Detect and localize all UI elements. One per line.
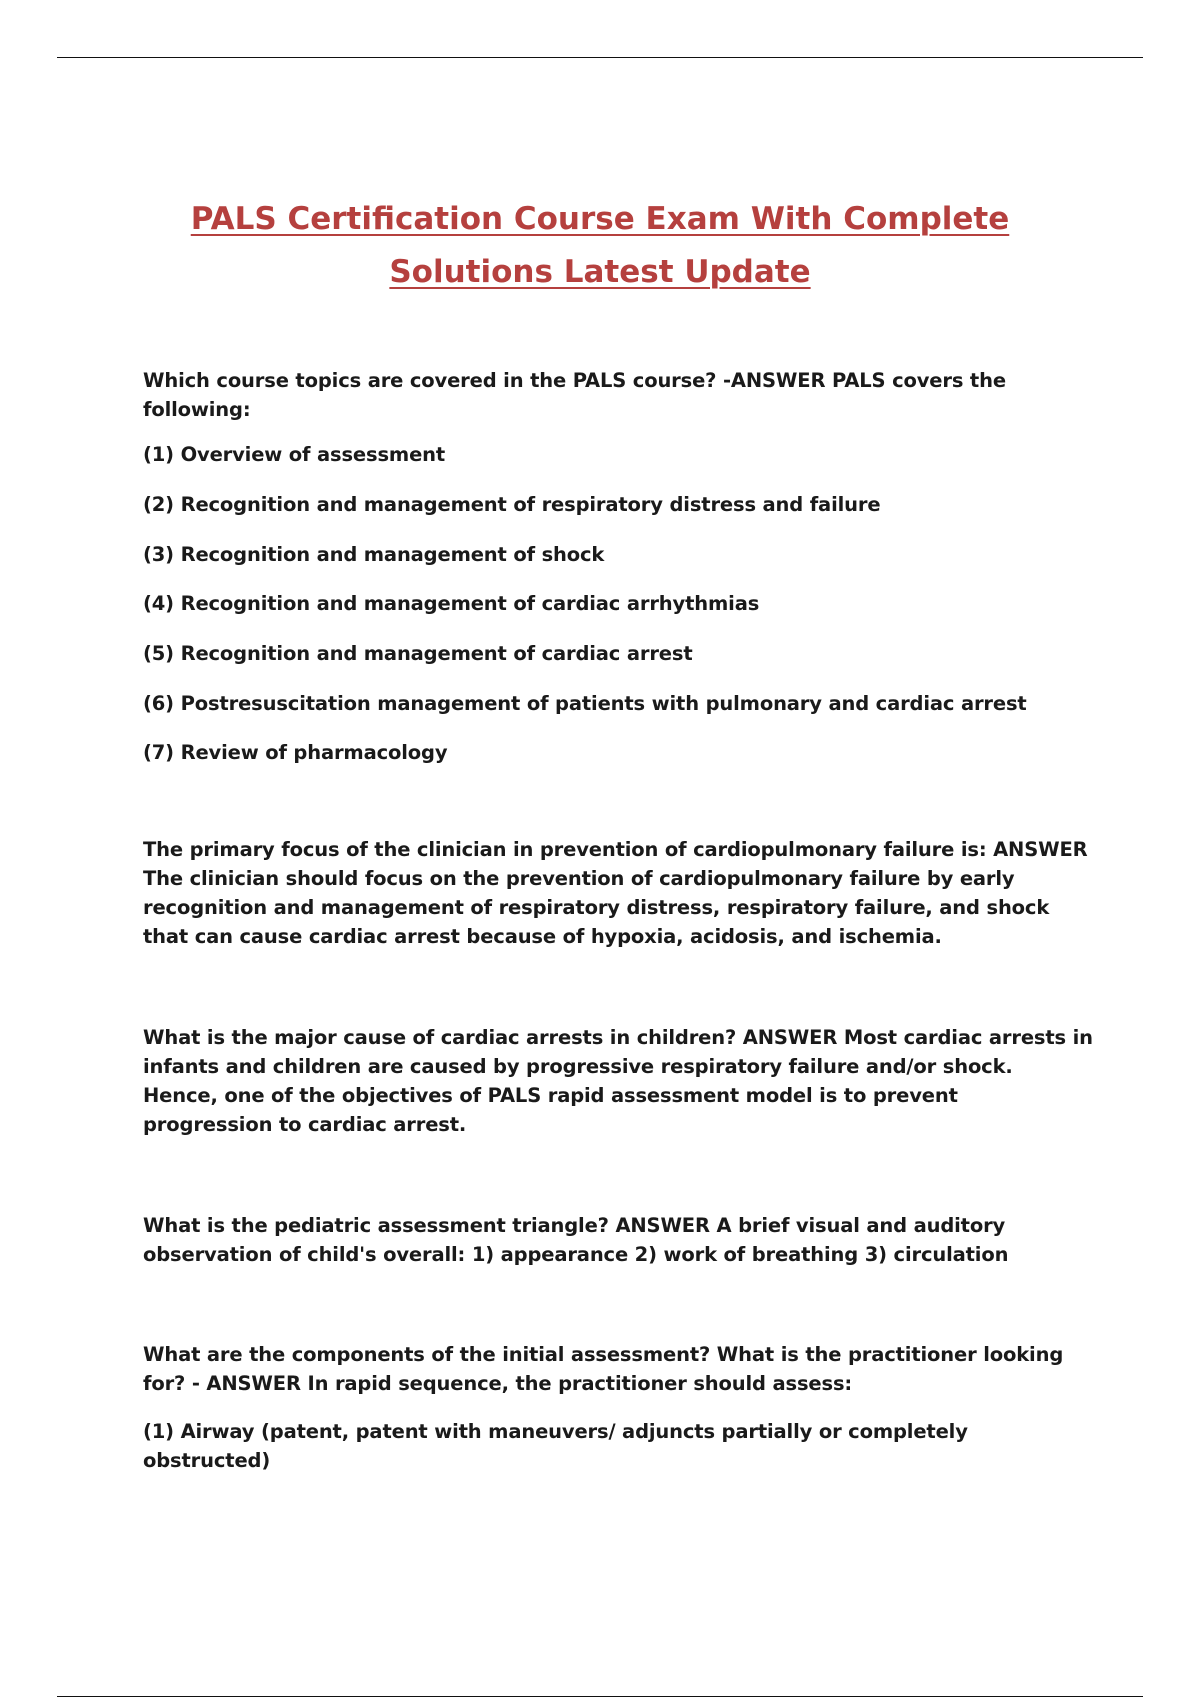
- list-item: (6) Postresuscitation management of patients with pulmonary and cardiac arrest: [143, 692, 1027, 715]
- list-item: (7) Review of pharmacology: [143, 741, 448, 764]
- bottom-rule: [57, 1696, 1143, 1697]
- document-body: [143, 366, 1093, 1475]
- question-primary-focus: The primary focus of the clinician in prevention of cardiopulmonary failure is: ANSWER The clinician should focus on the prevention of cardiopulmonary failure by early recognition and management of respiratory distress, respiratory failure, and shock that can cause cardiac arrest because of hypoxia, acidosis, and ischemia.: [143, 838, 1088, 948]
- document-title: [100, 193, 1100, 299]
- list-item: (1) Airway (patent, patent with maneuvers/ adjuncts partially or completely obstructed): [143, 1420, 968, 1472]
- question-major-cause: What is the major cause of cardiac arrests in children? ANSWER Most cardiac arrests in infants and children are caused by progressive respiratory failure and/or shock. Hence, one of the objectives of PALS rapid assessment model is to prevent progression to cardiac arrest.: [143, 1026, 1093, 1136]
- title-line-1: PALS Certification Course Exam With Complete: [190, 201, 1010, 237]
- list-item: (1) Overview of assessment: [143, 443, 446, 466]
- list-item: (3) Recognition and management of shock: [143, 543, 605, 566]
- list-item: (4) Recognition and management of cardiac arrhythmias: [143, 592, 760, 615]
- title-line-2: Solutions Latest Update: [389, 254, 811, 290]
- question-course-topics: Which course topics are covered in the PALS course? -ANSWER PALS covers the following:: [143, 369, 1006, 421]
- list-item: (5) Recognition and management of cardiac arrest: [143, 642, 693, 665]
- question-assessment-triangle: What is the pediatric assessment triangle? ANSWER A brief visual and auditory observation of child's overall: 1) appearance 2) work of breathing 3) circulation: [143, 1214, 1009, 1266]
- top-rule: [57, 57, 1143, 58]
- question-initial-assessment: What are the components of the initial assessment? What is the practitioner looking for? - ANSWER In rapid sequence, the practitioner should assess:: [143, 1343, 1064, 1395]
- list-item: (2) Recognition and management of respiratory distress and failure: [143, 493, 881, 516]
